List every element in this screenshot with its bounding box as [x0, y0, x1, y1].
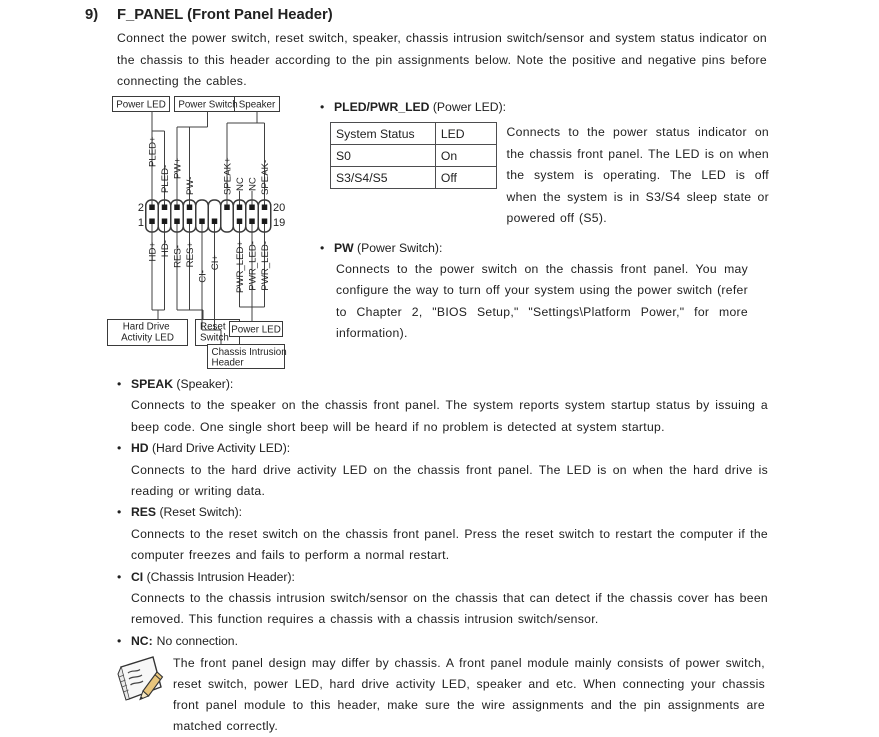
speak-text: Connects to the speaker on the chassis front panel. The system reports system startup status by issuing a beep code. One single short beep will be heard if no problem is detected at system startup. [131, 398, 768, 434]
pin-number-2: 2 [137, 202, 144, 214]
pw-section [320, 238, 769, 345]
pled-body [320, 122, 769, 230]
hdd-led-label: Hard Drive Activity LED [121, 321, 174, 344]
pin-label-nc-1: NC [235, 177, 246, 191]
pin-label-speak-plus: SPEAK+ [222, 157, 234, 195]
section-number: 9) [85, 7, 99, 23]
speak-term: SPEAK [131, 377, 173, 391]
pin-label-res-plus: RES+ [185, 242, 196, 268]
table-cell: S0 [331, 145, 436, 167]
res-term: RES [131, 505, 157, 520]
nc-text: No connection. [156, 633, 238, 648]
reset-switch-label: Reset Switch [200, 321, 229, 344]
bullet-speak: • SPEAK (Speaker): Connects to the speaker on the chassis front panel. The system reports system startup status by issuing a beep code. One single short beep will be heard if no problem is detected at system startup. [117, 374, 768, 438]
table-cell: S3/S4/S5 [331, 167, 436, 189]
pin-label-pw-plus: PW+ [172, 157, 184, 179]
bullet-list [117, 374, 768, 652]
pin-label-nc-2: NC [247, 177, 259, 191]
bullet-dot: • [320, 240, 325, 255]
power-switch-label: Power Switch [178, 99, 238, 111]
right-column [320, 97, 769, 345]
pled-heading [320, 97, 769, 118]
pin-diagram [104, 96, 319, 372]
hd-term: HD [131, 441, 149, 456]
pin-label-pled-minus: PLED- [160, 164, 171, 193]
pw-heading [320, 238, 769, 259]
note-text: The front panel design may differ by chassis. A front panel module mainly consists of power switch, reset switch, power LED, hard drive activity LED, speaker and etc. When connecting your chassis front panel module to this header, make sure the wire assignments and the pin assignments are matched correctly. [173, 656, 765, 733]
note-icon [117, 653, 165, 737]
pin-label-res-minus: RES- [172, 245, 184, 268]
page-title: F_PANEL (Front Panel Header) [117, 7, 333, 23]
pled-text: Connects to the power status indicator on the chassis front panel. The LED is on when the system is operating. The LED is off when the system is in S3/S4 sleep state or powered off (S5). [506, 125, 769, 225]
bullet-hd: • HD (Hard Drive Activity LED): Connects to the hard drive activity LED on the chassis front panel. The LED is on when the hard drive is reading or writing data. [117, 438, 768, 502]
pin-label-hd-minus: HD- [160, 240, 171, 258]
intro-paragraph: Connect the power switch, reset switch, speaker, chassis intrusion switch/sensor and system status indicator on the chassis to this header according to the pin assignments below. Note the positive and negative pins before connecting the cables. [117, 31, 767, 89]
pin-label-pwrled-minus-2: PWR_LED- [260, 241, 271, 291]
pin-label-hd-plus: HD+ [147, 242, 159, 262]
bullet-dot: • [117, 441, 122, 456]
pin-number-20: 20 [273, 202, 286, 214]
table-cell: On [435, 145, 496, 167]
pin-label-ci-minus: CI- [197, 270, 209, 283]
bullet-dot: • [117, 633, 122, 648]
ci-term: CI [131, 569, 144, 584]
section-heading [85, 7, 333, 23]
pled-term: PLED/PWR_LED [334, 100, 430, 114]
note-section [117, 653, 772, 737]
pin-number-1: 1 [137, 217, 144, 229]
table-header-led: LED [435, 123, 496, 145]
table-cell: Off [435, 167, 496, 189]
pw-rest: (Power Switch): [353, 240, 443, 255]
bullet-dot: • [117, 377, 122, 391]
pin-label-pwrled-plus: PWR_LED+ [235, 241, 246, 293]
pw-term: PW [334, 240, 354, 255]
bullet-ci: • CI (Chassis Intrusion Header): Connects to the chassis intrusion switch/sensor on the chassis that can detect if the chassis cover has been removed. This function requires a chassis with a chassis intrusion switch/sensor. [117, 567, 768, 631]
pin-label-ci-plus: CI+ [210, 255, 221, 271]
hd-text: Connects to the hard drive activity LED on the chassis front panel. The LED is on when the hard drive is reading or writing data. [131, 462, 768, 499]
bullet-dot: • [117, 505, 122, 520]
nc-term: NC: [131, 633, 153, 648]
power-led-top-label: Power LED [116, 99, 166, 111]
pw-text: Connects to the power switch on the chassis front panel. You may configure the way to turn off your system using the power switch (refer to Chapter 2, "BIOS Setup," "Settings\Platform Power," for more information). [336, 261, 748, 340]
pled-rest: (Power LED): [429, 100, 507, 114]
pin-label-pled-plus: PLED+ [147, 136, 159, 167]
power-led-bottom-label: Power LED [231, 324, 281, 336]
bullet-dot: • [117, 569, 122, 584]
res-text: Connects to the reset switch on the chassis front panel. Press the reset switch to restart the computer if the computer freezes and fails to perform a normal restart. [131, 526, 768, 563]
table-header-system-status: System Status [331, 123, 436, 145]
chassis-intrusion-label: Chassis Intrusion Header [211, 347, 287, 369]
ci-text: Connects to the chassis intrusion switch/sensor on the chassis that can detect if the chassis cover has been removed. This function requires a chassis with a chassis intrusion switch/sensor. [131, 591, 768, 627]
bullet-res: • RES (Reset Switch): Connects to the reset switch on the chassis front panel. Press the reset switch to restart the computer if the computer freezes and fails to perform a normal restart. [117, 502, 768, 566]
bullet-dot: • [320, 100, 325, 114]
pin-label-pwrled-minus-1: PWR_LED- [247, 241, 259, 291]
pin-label-speak-minus: SPEAK- [260, 159, 271, 195]
led-status-table [330, 122, 497, 189]
bullet-nc [117, 631, 768, 652]
pin-number-19: 19 [273, 217, 286, 229]
notepad-pencil-icon [117, 653, 165, 703]
pin-label-pw-minus: PW- [185, 176, 196, 195]
speaker-label: Speaker [238, 99, 276, 111]
